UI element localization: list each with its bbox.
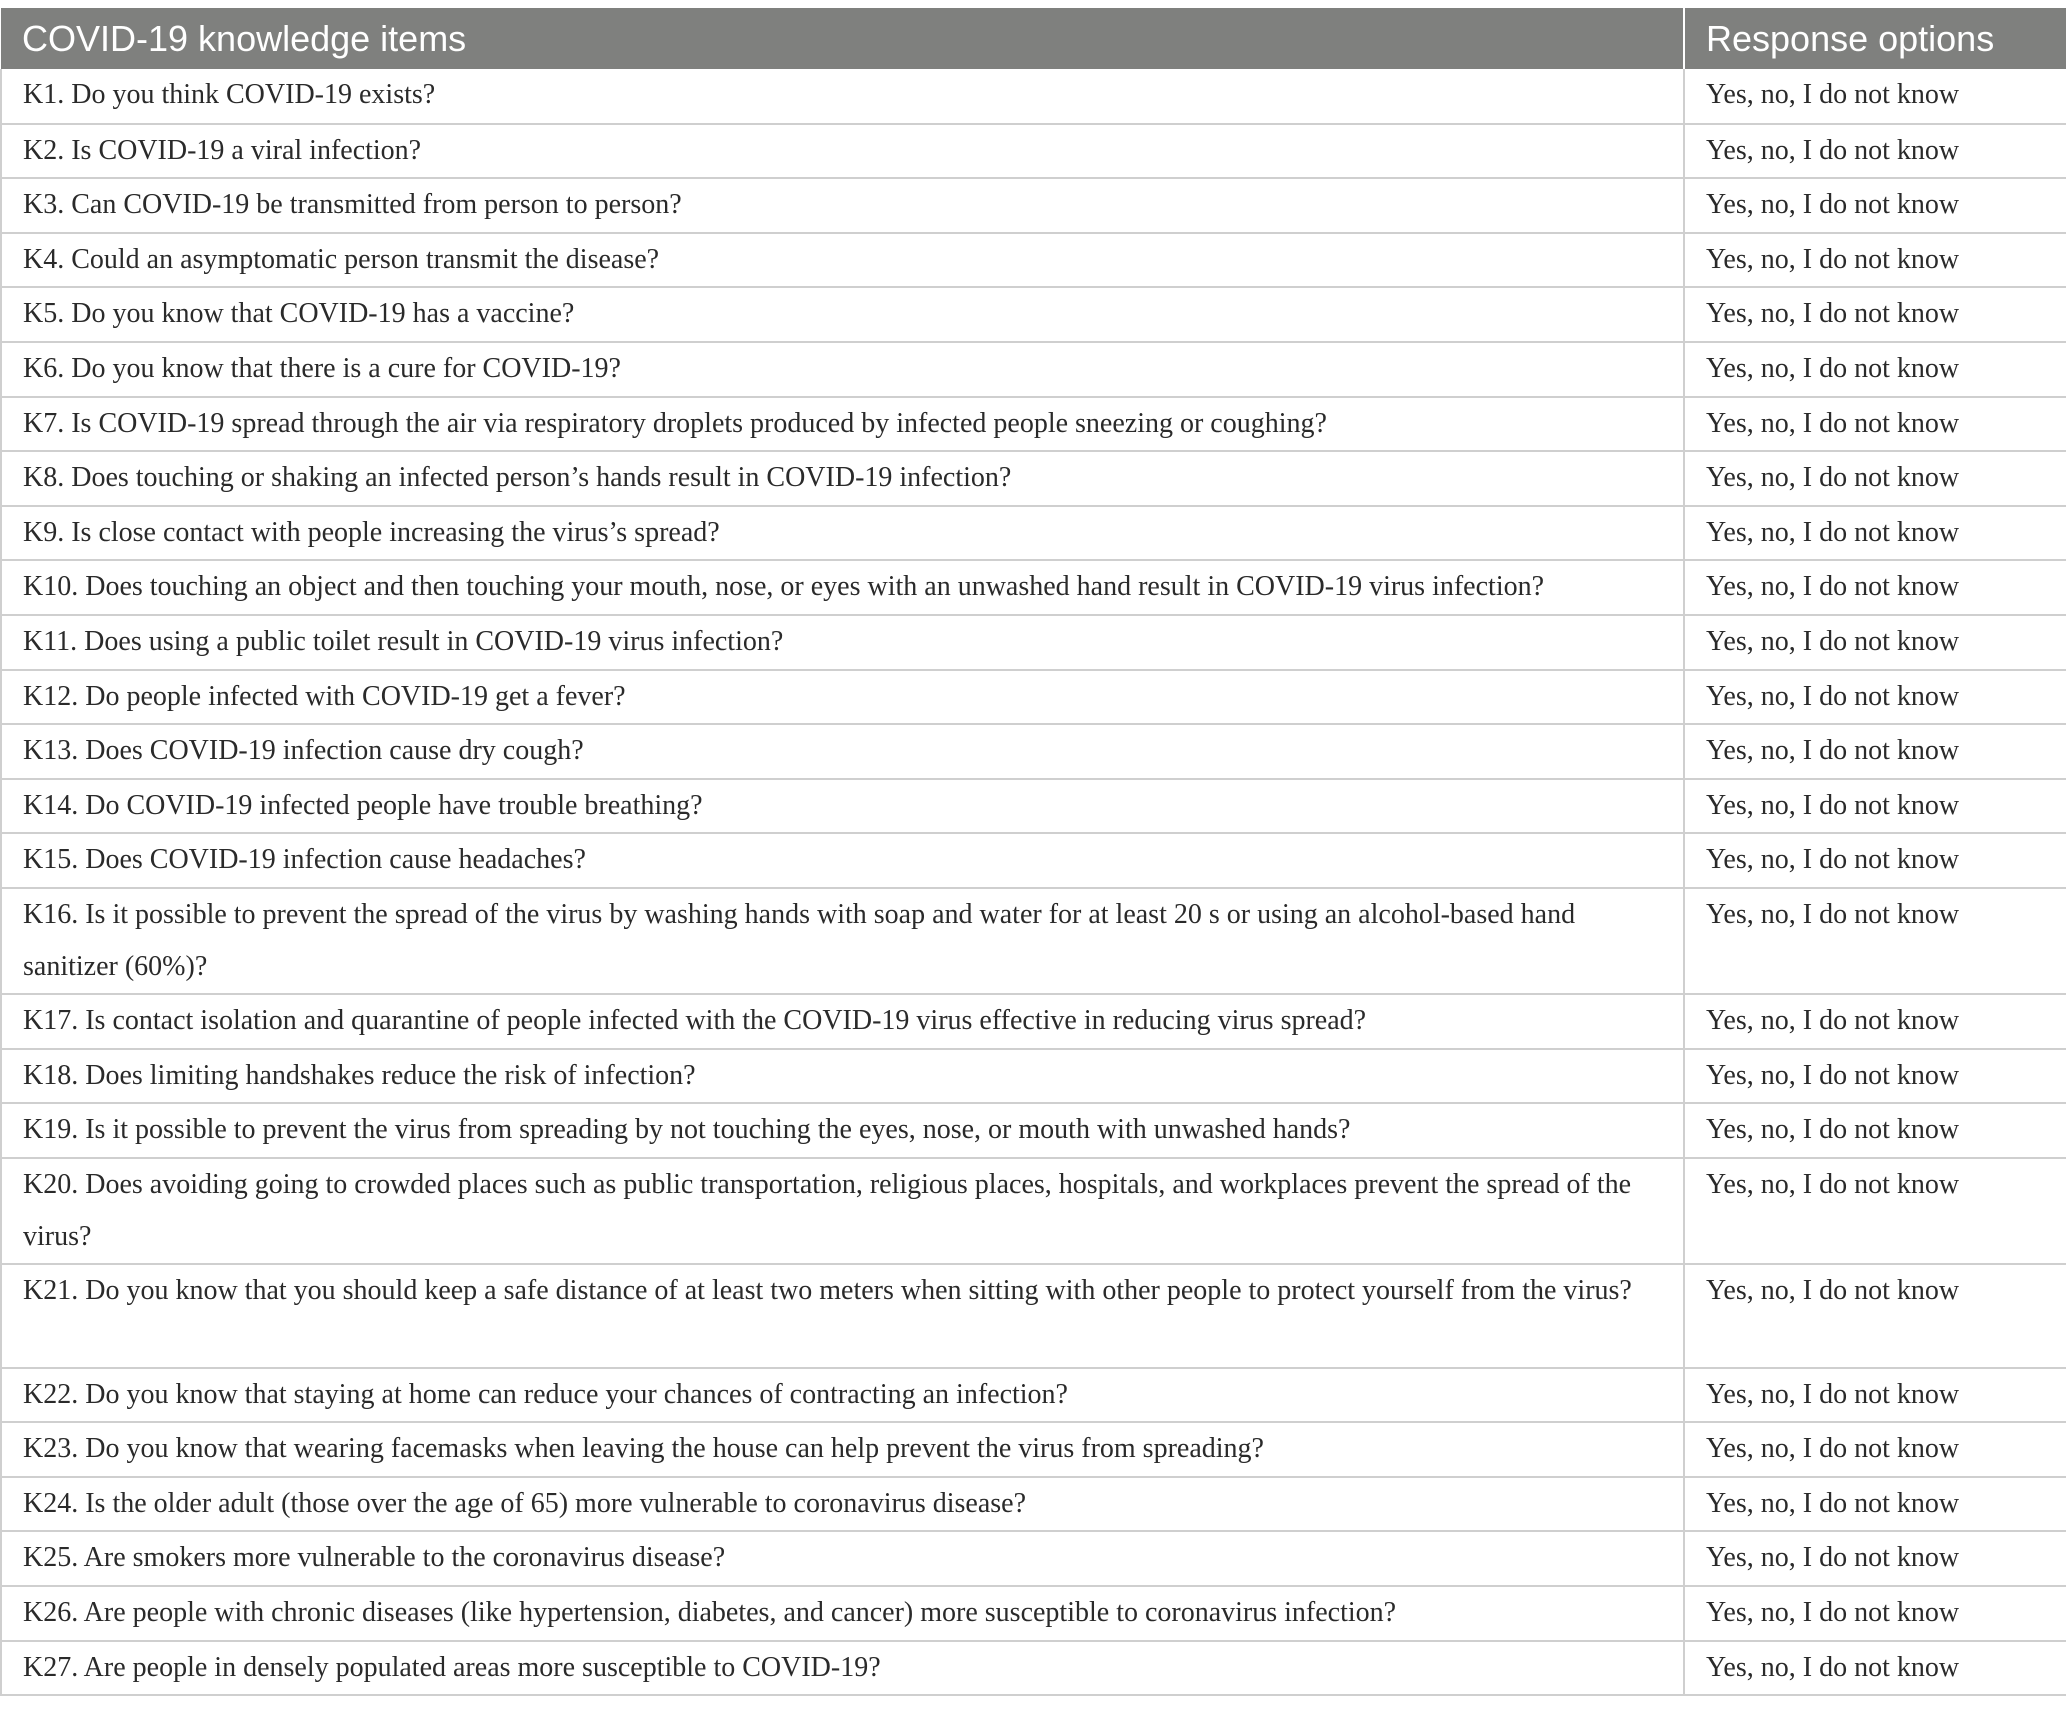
knowledge-item-cell: K14. Do COVID-19 infected people have trouble breathing?	[1, 779, 1684, 834]
knowledge-item-cell: K10. Does touching an object and then touching your mouth, nose, or eyes with an unwashed hand result in COVID-19 virus infection?	[1, 560, 1684, 615]
response-options-cell: Yes, no, I do not know	[1684, 670, 2066, 725]
response-options-cell: Yes, no, I do not know	[1684, 1103, 2066, 1158]
knowledge-item-cell: K1. Do you think COVID-19 exists?	[1, 69, 1684, 124]
response-options-cell: Yes, no, I do not know	[1684, 397, 2066, 452]
knowledge-item-cell: K17. Is contact isolation and quarantine of people infected with the COVID-19 virus effective in reducing virus spread?	[1, 994, 1684, 1049]
table-row	[1, 124, 2066, 179]
knowledge-item-cell: K8. Does touching or shaking an infected person’s hands result in COVID-19 infection?	[1, 451, 1684, 506]
response-options-cell: Yes, no, I do not know	[1684, 287, 2066, 342]
response-options-cell: Yes, no, I do not know	[1684, 1049, 2066, 1104]
knowledge-item-cell: K25. Are smokers more vulnerable to the coronavirus disease?	[1, 1531, 1684, 1586]
knowledge-item-cell: K4. Could an asymptomatic person transmit the disease?	[1, 233, 1684, 288]
table-row	[1, 1368, 2066, 1423]
table-row	[1, 69, 2066, 124]
table-row	[1, 833, 2066, 888]
response-options-cell: Yes, no, I do not know	[1684, 724, 2066, 779]
knowledge-item-cell: K5. Do you know that COVID-19 has a vaccine?	[1, 287, 1684, 342]
response-options-cell: Yes, no, I do not know	[1684, 1586, 2066, 1641]
table-row	[1, 1049, 2066, 1104]
response-options-cell: Yes, no, I do not know	[1684, 178, 2066, 233]
knowledge-item-cell: K6. Do you know that there is a cure for COVID-19?	[1, 342, 1684, 397]
response-options-cell: Yes, no, I do not know	[1684, 779, 2066, 834]
table-row	[1, 1158, 2066, 1264]
table-row	[1, 1422, 2066, 1477]
knowledge-item-cell: K18. Does limiting handshakes reduce the risk of infection?	[1, 1049, 1684, 1104]
table-body	[1, 69, 2066, 1695]
table-row	[1, 1264, 2066, 1368]
table-row	[1, 506, 2066, 561]
response-options-cell: Yes, no, I do not know	[1684, 451, 2066, 506]
table-row	[1, 1531, 2066, 1586]
knowledge-item-cell: K26. Are people with chronic diseases (like hypertension, diabetes, and cancer) more susceptible to coronavirus infection?	[1, 1586, 1684, 1641]
table-row	[1, 888, 2066, 994]
knowledge-item-cell: K11. Does using a public toilet result in COVID-19 virus infection?	[1, 615, 1684, 670]
table-header	[1, 8, 2066, 69]
knowledge-item-cell: K23. Do you know that wearing facemasks when leaving the house can help prevent the virus from spreading?	[1, 1422, 1684, 1477]
table-row	[1, 233, 2066, 288]
table-row	[1, 1477, 2066, 1532]
response-options-cell: Yes, no, I do not know	[1684, 233, 2066, 288]
response-options-cell: Yes, no, I do not know	[1684, 124, 2066, 179]
knowledge-item-cell: K9. Is close contact with people increasing the virus’s spread?	[1, 506, 1684, 561]
table-row	[1, 670, 2066, 725]
response-options-cell: Yes, no, I do not know	[1684, 994, 2066, 1049]
knowledge-item-cell: K7. Is COVID-19 spread through the air via respiratory droplets produced by infected people sneezing or coughing?	[1, 397, 1684, 452]
knowledge-item-cell: K24. Is the older adult (those over the age of 65) more vulnerable to coronavirus disease?	[1, 1477, 1684, 1532]
table-row	[1, 724, 2066, 779]
knowledge-item-cell: K3. Can COVID-19 be transmitted from person to person?	[1, 178, 1684, 233]
table-row	[1, 994, 2066, 1049]
response-options-cell: Yes, no, I do not know	[1684, 833, 2066, 888]
table-row	[1, 560, 2066, 615]
table-row	[1, 342, 2066, 397]
response-options-cell: Yes, no, I do not know	[1684, 1264, 2066, 1368]
response-options-cell: Yes, no, I do not know	[1684, 615, 2066, 670]
response-options-cell: Yes, no, I do not know	[1684, 560, 2066, 615]
knowledge-item-cell: K15. Does COVID-19 infection cause headaches?	[1, 833, 1684, 888]
table-row	[1, 397, 2066, 452]
response-options-cell: Yes, no, I do not know	[1684, 888, 2066, 994]
response-options-cell: Yes, no, I do not know	[1684, 1368, 2066, 1423]
knowledge-item-cell: K13. Does COVID-19 infection cause dry cough?	[1, 724, 1684, 779]
table-row	[1, 287, 2066, 342]
knowledge-table-container	[0, 8, 2066, 1696]
knowledge-item-cell: K12. Do people infected with COVID-19 get a fever?	[1, 670, 1684, 725]
header-knowledge-items: COVID-19 knowledge items	[1, 8, 1684, 69]
response-options-cell: Yes, no, I do not know	[1684, 1158, 2066, 1264]
knowledge-item-cell: K27. Are people in densely populated areas more susceptible to COVID-19?	[1, 1641, 1684, 1696]
knowledge-items-table	[0, 8, 2066, 1696]
table-row	[1, 615, 2066, 670]
response-options-cell: Yes, no, I do not know	[1684, 1641, 2066, 1696]
header-response-options: Response options	[1684, 8, 2066, 69]
table-row	[1, 1103, 2066, 1158]
response-options-cell: Yes, no, I do not know	[1684, 506, 2066, 561]
response-options-cell: Yes, no, I do not know	[1684, 1477, 2066, 1532]
table-row	[1, 1641, 2066, 1696]
table-row	[1, 451, 2066, 506]
knowledge-item-cell: K16. Is it possible to prevent the spread of the virus by washing hands with soap and water for at least 20 s or using an alcohol-based hand sanitizer (60%)?	[1, 888, 1684, 994]
knowledge-item-cell: K22. Do you know that staying at home can reduce your chances of contracting an infection?	[1, 1368, 1684, 1423]
knowledge-item-cell: K19. Is it possible to prevent the virus from spreading by not touching the eyes, nose, or mouth with unwashed hands?	[1, 1103, 1684, 1158]
table-row	[1, 779, 2066, 834]
table-row	[1, 178, 2066, 233]
knowledge-item-cell: K2. Is COVID-19 a viral infection?	[1, 124, 1684, 179]
table-row	[1, 1586, 2066, 1641]
response-options-cell: Yes, no, I do not know	[1684, 1422, 2066, 1477]
response-options-cell: Yes, no, I do not know	[1684, 342, 2066, 397]
knowledge-item-cell: K21. Do you know that you should keep a safe distance of at least two meters when sitting with other people to protect yourself from the virus?	[1, 1264, 1684, 1368]
response-options-cell: Yes, no, I do not know	[1684, 1531, 2066, 1586]
header-row	[1, 8, 2066, 69]
knowledge-item-cell: K20. Does avoiding going to crowded places such as public transportation, religious places, hospitals, and workplaces prevent the spread of the virus?	[1, 1158, 1684, 1264]
response-options-cell: Yes, no, I do not know	[1684, 69, 2066, 124]
